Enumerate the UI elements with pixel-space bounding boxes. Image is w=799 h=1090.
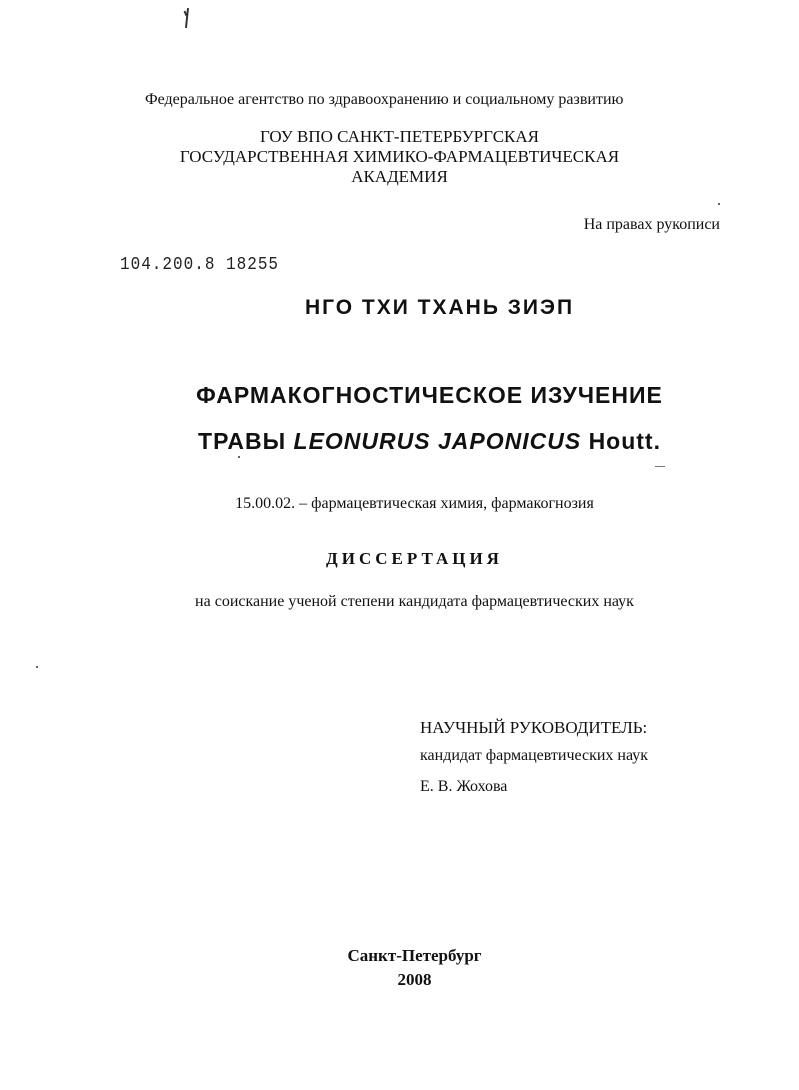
scan-dash: [655, 466, 665, 467]
species-authority: Houtt.: [588, 428, 661, 454]
thesis-title-line-2: [30, 428, 799, 455]
city: Санкт-Петербург: [347, 946, 482, 965]
degree-sought: на соискание ученой степени кандидата фармацевтических наук: [195, 593, 634, 610]
manuscript-rights-note: На правах рукописи: [583, 216, 720, 233]
document-type: ДИССЕРТАЦИЯ: [326, 549, 503, 568]
scan-speck: [718, 203, 720, 205]
supervisor-name: Е. В. Жохова: [420, 778, 508, 795]
ministry-name: Федеральное агентство по здравоохранению и социальному развитию: [145, 91, 624, 108]
year: 2008: [397, 970, 432, 989]
scan-speck: [238, 456, 240, 458]
academy-line-1: ГОУ ВПО САНКТ-ПЕТЕРБУРГСКАЯ: [259, 127, 540, 146]
supervisor-degree: кандидат фармацевтических наук: [420, 747, 649, 764]
library-stamp-number: 104.200.8 18255: [120, 254, 280, 275]
academy-line-3: АКАДЕМИЯ: [351, 167, 448, 186]
scan-mark: [185, 8, 189, 28]
specialty-code: 15.00.02. – фармацевтическая химия, фармакогнозия: [235, 495, 594, 512]
title-prefix: ТРАВЫ: [198, 428, 287, 454]
academy-name: [0, 127, 799, 187]
scan-speck: [36, 666, 38, 668]
species-name: LEONURUS JAPONICUS: [293, 428, 582, 454]
academy-line-2: ГОСУДАРСТВЕННАЯ ХИМИКО-ФАРМАЦЕВТИЧЕСКАЯ: [179, 147, 620, 166]
thesis-title-line-1: ФАРМАКОГНОСТИЧЕСКОЕ ИЗУЧЕНИЕ: [196, 382, 663, 408]
supervisor-heading: НАУЧНЫЙ РУКОВОДИТЕЛЬ:: [420, 718, 648, 737]
author-name: НГО ТХИ ТХАНЬ ЗИЭП: [304, 296, 575, 319]
